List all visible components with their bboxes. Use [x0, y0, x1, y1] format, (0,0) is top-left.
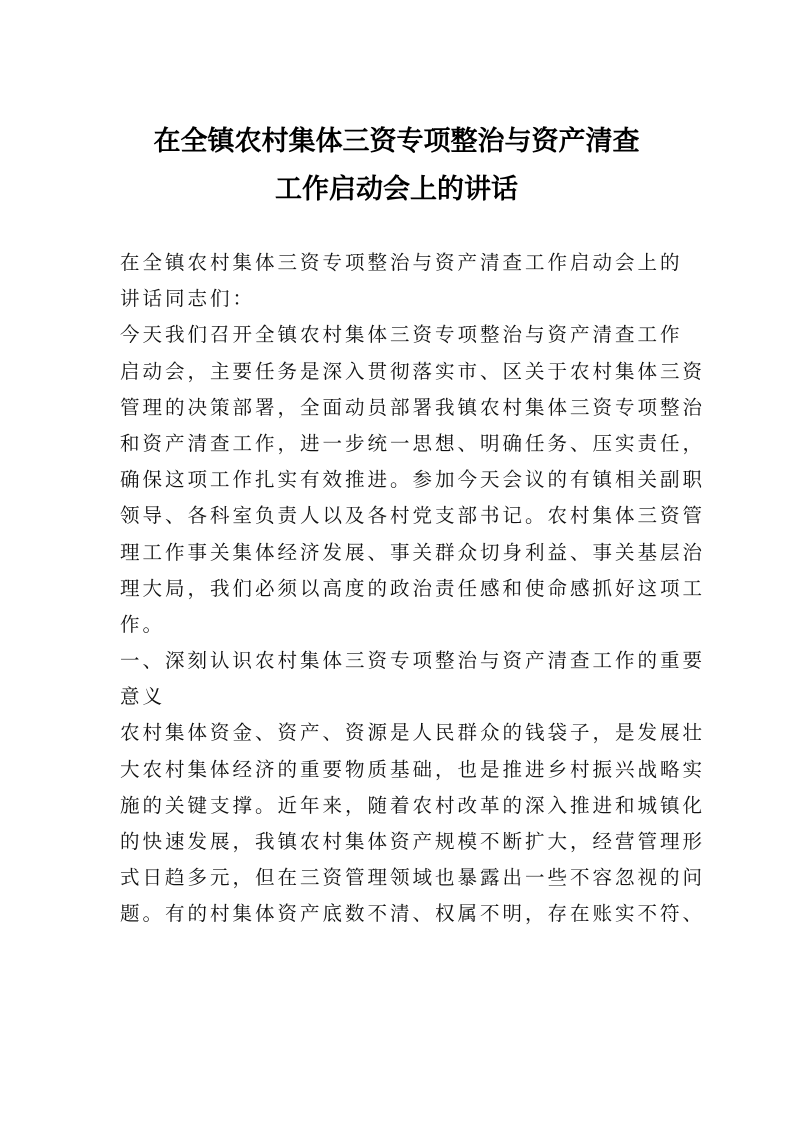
body-line: 和资产清查工作，进一步统一思想、明确任务、压实责任，: [120, 431, 706, 455]
document-title-line-2: 工作启动会上的讲话: [275, 174, 518, 205]
body-line: 大农村集体经济的重要物质基础，也是推进乡村振兴战略实: [120, 757, 706, 781]
body-line: 题。有的村集体资产底数不清、权属不明，存在账实不符、: [120, 902, 706, 926]
body-line: 理工作事关集体经济发展、事关群众切身利益、事关基层治: [120, 540, 706, 564]
body-line: 确保这项工作扎实有效推进。参加今天会议的有镇相关副职: [120, 468, 706, 492]
body-line: 的快速发展，我镇农村集体资产规模不断扩大，经营管理形: [120, 830, 706, 853]
section-heading-line: 意义: [120, 685, 166, 709]
body-line: 领导、各科室负责人以及各村党支部书记。农村集体三资管: [120, 504, 706, 528]
body-line: 管理的决策部署，全面动员部署我镇农村集体三资专项整治: [120, 395, 706, 419]
body-line: 在全镇农村集体三资专项整治与资产清查工作启动会上的: [120, 251, 683, 274]
body-line: 启动会，主要任务是深入贯彻落实市、区关于农村集体三资: [120, 359, 706, 383]
body-line: 作。: [120, 612, 166, 636]
body-line: 理大局，我们必须以高度的政治责任感和使命感抓好这项工: [120, 576, 706, 600]
document-body: [120, 245, 706, 933]
section-heading-line: 一、深刻认识农村集体三资专项整治与资产清查工作的重要: [120, 649, 706, 673]
body-line: 式日趋多元，但在三资管理领域也暴露出一些不容忽视的问: [120, 866, 706, 890]
body-line: 农村集体资金、资产、资源是人民群众的钱袋子，是发展壮: [120, 721, 706, 745]
document-title-line-1: 在全镇农村集体三资专项整治与资产清查: [153, 126, 640, 157]
body-line: 施的关键支撑。近年来，随着农村改革的深入推进和城镇化: [120, 793, 706, 817]
body-line: 讲话同志们：: [120, 287, 256, 311]
body-line: 今天我们召开全镇农村集体三资专项整治与资产清查工作: [120, 323, 683, 347]
